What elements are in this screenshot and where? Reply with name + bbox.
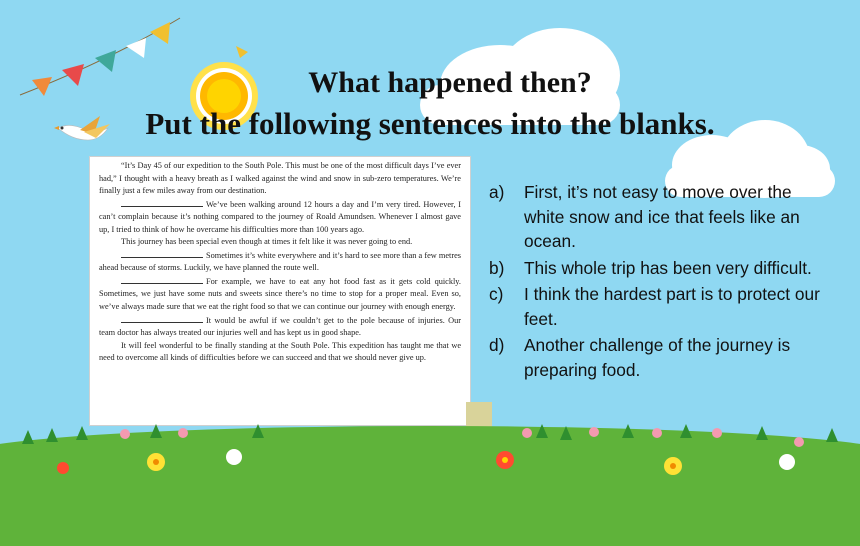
answer-blank[interactable]	[121, 249, 203, 258]
options-list	[489, 180, 829, 384]
paragraph-text: For example, we have to eat any hot food fast as it gets cold quickly. Sometimes, we just have some nuts and sweets since there’s no time to stop for a proper meal. Even so, we’ve always made sure that we eat the right food so that we can continue our journey with enough energy.	[99, 276, 461, 312]
reading-passage	[89, 156, 471, 426]
passage-paragraph	[99, 314, 461, 340]
paragraph-text: “It’s Day 45 of our expedition to the South Pole. This must be one of the most difficult days I’ve ever had,” I thought with a heavy breath as I walked against the wind and snow in sub-zero temperatures. We’re finally just a few miles away from our destination.	[99, 161, 461, 196]
option-text: First, it’s not easy to move over the white snow and ice that feels like an ocean.	[524, 182, 800, 251]
option-d[interactable]	[489, 333, 829, 382]
option-a[interactable]	[489, 180, 829, 254]
answer-blank[interactable]	[121, 275, 203, 284]
flower-icon	[57, 449, 795, 475]
flower-icon	[120, 427, 804, 447]
paragraph-text: We’ve been walking around 12 hours a day and I’m very tired. However, I can’t complain because it’s nothing compared to the journey of Roald Amundsen. Whenever I almost gave up, I tried to think of how he overcame his difficulties more than 100 years ago.	[99, 199, 461, 234]
option-text: I think the hardest part is to protect our feet.	[524, 284, 820, 329]
answer-blank[interactable]	[121, 314, 203, 323]
passage-paragraph	[99, 249, 461, 275]
title-line-1: What happened then?	[308, 66, 592, 99]
passage-paragraph	[99, 275, 461, 314]
meadow-decoration	[0, 420, 860, 484]
title-line-2: Put the following sentences into the blanks.	[145, 106, 715, 141]
option-b[interactable]	[489, 256, 829, 281]
paragraph-text: Sometimes it’s white everywhere and it’s hard to see more than a few metres ahead because of storms. Luckily, we have planned the route well.	[99, 250, 461, 273]
answer-blank[interactable]	[121, 198, 203, 207]
paragraph-text: It will feel wonderful to be finally standing at the South Pole. This expedition has taught me that we need to overcome all kinds of difficulties before we can succeed and that we should never give up.	[99, 340, 461, 363]
paragraph-text: It would be awful if we couldn’t get to the pole because of injuries. Our team doctor has always treated our injuries well and has kept us in good shape.	[99, 315, 461, 338]
option-text: This whole trip has been very difficult.	[524, 257, 812, 278]
passage-paragraph	[99, 198, 461, 237]
option-letter: b)	[489, 257, 505, 278]
option-letter: a)	[489, 182, 505, 202]
passage-paragraph	[99, 236, 461, 249]
option-letter: c)	[489, 284, 504, 304]
paragraph-text: This journey has been special even though at times it felt like it was never going to end.	[121, 237, 413, 247]
option-letter: d)	[489, 335, 505, 355]
option-c[interactable]	[489, 282, 829, 331]
passage-paragraph	[99, 160, 461, 198]
option-text: Another challenge of the journey is preparing food.	[524, 335, 791, 380]
passage-paragraph	[99, 340, 461, 365]
